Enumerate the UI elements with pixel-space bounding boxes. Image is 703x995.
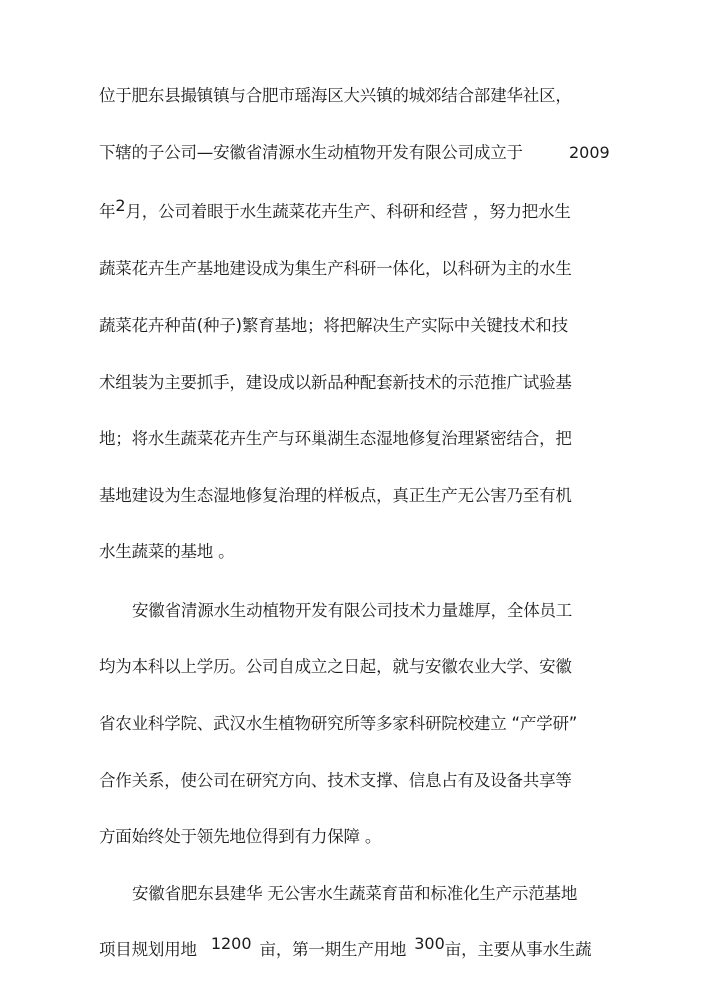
paragraph-1-line-7: 地；将水生蔬菜花卉生产与环巢湖生态湿地修复治理紧密结合，把 [99,429,572,448]
phase-one-label: 亩，第一期生产用地 [259,940,407,959]
paragraph-2-line-4: 合作关系，使公司在研究方向、技术支撑、信息占有及设备共享等 [99,771,572,790]
planned-land-area: 1200 [210,934,252,953]
founding-month: 2 [115,196,126,215]
paragraph-2-line-5: 方面始终处于领先地位得到有力保障 。 [99,827,382,846]
paragraph-1-line-3-text: 月，公司着眼于水生蔬菜花卉生产、科研和经营 ，努力把水生 [125,202,571,221]
paragraph-2-line-2: 均为本科以上学历。公司自成立之日起，就与安徽农业大学、安徽 [99,657,572,676]
phase-one-area: 300 [414,934,445,953]
paragraph-1-line-8: 基地建设为生态湿地修复治理的样板点，真正生产无公害乃至有机 [99,486,572,505]
paragraph-3-line-1: 安徽省肥东县建华 无公害水生蔬菜育苗和标准化生产示范基地 [132,884,578,903]
paragraph-2-line-3: 省农业科学院、武汉水生植物研究所等多家科研院校建立 “产学研” [99,714,578,733]
year-suffix: 年 [99,202,116,221]
paragraph-1-line-2: 下辖的子公司—安徽省清源水生动植物开发有限公司成立于 [99,143,523,162]
founding-year: 2009 [569,143,610,162]
paragraph-1-line-9: 水生蔬菜的基地 。 [99,542,235,561]
paragraph-1-line-1: 位于肥东县撮镇镇与合肥市瑶海区大兴镇的城郊结合部建华社区， [99,86,572,105]
paragraph-1-line-4: 蔬菜花卉生产基地建设成为集生产科研一体化，以科研为主的水生 [99,259,572,278]
paragraph-3-line-2-text: 亩，主要从事水生蔬 [444,940,592,959]
paragraph-1-line-6: 术组装为主要抓手，建设成以新品种配套新技术的示范推广试验基 [99,373,572,392]
paragraph-3-line-2 [99,934,619,962]
paragraph-1-line-3 [99,196,619,224]
paragraph-1-line-5: 蔬菜花卉种苗(种子)繁育基地；将把解决生产实际中关键技术和技 [99,316,568,335]
planned-land-label: 项目规划用地 [99,940,197,959]
paragraph-2-line-1: 安徽省清源水生动植物开发有限公司技术力量雄厚，全体员工 [132,601,573,620]
